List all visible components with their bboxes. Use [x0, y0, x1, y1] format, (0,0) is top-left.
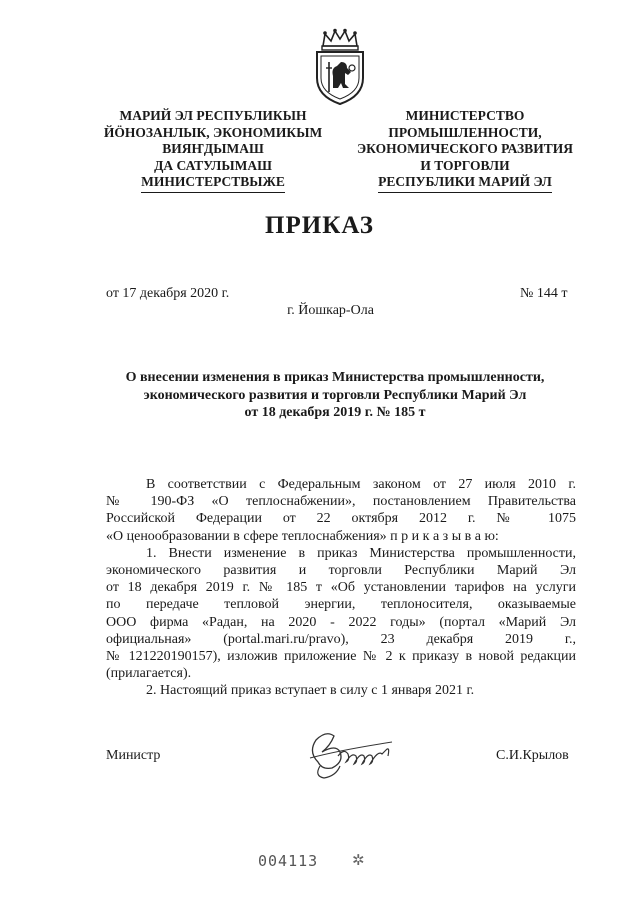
body-line: 2. Настоящий приказ вступает в силу с 1 января 2021 г. [146, 683, 475, 699]
order-subject [100, 369, 570, 422]
subject-line: О внесении изменения в приказ Министерства промышленности, [125, 370, 545, 385]
order-number: № 144 т [520, 286, 568, 301]
subject-line: экономического развития и торговли Республики Марий Эл [143, 387, 527, 403]
body-line: по передаче тепловой энергии, теплоносителя, оказываемые [106, 597, 576, 613]
signatory-title: Министр [106, 748, 161, 763]
header-right-line: РЕСПУБЛИКИ МАРИЙ ЭЛ [378, 174, 552, 193]
header-left-line: ЙӦНОЗАНЛЫК, ЭКОНОМИКЫМ [103, 124, 323, 140]
header-left-line: ДА САТУЛЫМАШ [154, 157, 272, 173]
serial-number: 004113 [258, 852, 319, 870]
asterisk-icon: ✲ [352, 853, 365, 869]
order-body [106, 476, 576, 700]
body-line: ООО фирма «Радан, на 2020 - 2022 годы» (портал «Марий Эл [106, 614, 576, 630]
document-title: ПРИКАЗ [265, 212, 374, 239]
header-left-bilingual-name [98, 108, 328, 193]
body-line: (прилагается). [106, 666, 192, 682]
body-line: 1. Внести изменение в приказ Министерства промышленности, [146, 545, 576, 561]
header-left-line: МИНИСТЕРСТВЫЖЕ [141, 174, 285, 193]
body-line: официальная» (portal.mari.ru/pravo), 23 декабря 2019 г., [106, 631, 576, 647]
subject-line: от 18 декабря 2019 г. № 185 т [244, 405, 426, 420]
header-left-line: ВИЯҤДЫМАШ [162, 141, 264, 156]
body-line: экономического развития и торговли Республики Марий Эл [106, 563, 576, 579]
signatory-name: С.И.Крылов [496, 748, 569, 763]
coat-of-arms-icon [311, 28, 369, 106]
handwritten-signature [300, 722, 410, 782]
body-line: Российской Федерации от 22 октября 2012 г. № 1075 [106, 511, 576, 527]
body-line: № 121220190157), изложив приложение № 2 к приказу в новой редакции [106, 649, 576, 665]
order-date: от 17 декабря 2020 г. [106, 286, 230, 301]
header-right-line: МИНИСТЕРСТВО [405, 108, 525, 123]
header-right-line: ЭКОНОМИЧЕСКОГО РАЗВИТИЯ [357, 141, 573, 156]
header-left-line: МАРИЙ ЭЛ РЕСПУБЛИКЫН [119, 108, 307, 123]
header-right-ministry-name [350, 108, 580, 193]
body-line: В соответствии с Федеральным законом от 27 июля 2010 г. [146, 477, 576, 492]
header-right-line: ПРОМЫШЛЕННОСТИ, [388, 124, 542, 140]
body-line: «О ценообразовании в сфере теплоснабжения» п р и к а з ы в а ю: [106, 528, 499, 544]
body-line: от 18 декабря 2019 г. № 185 т «Об установлении тарифов на услуги [106, 580, 576, 596]
header-right-line: И ТОРГОВЛИ [420, 157, 510, 173]
order-city: г. Йошкар-Ола [287, 303, 374, 318]
body-line: № 190-ФЗ «О теплоснабжении», постановлением Правительства [106, 494, 576, 510]
